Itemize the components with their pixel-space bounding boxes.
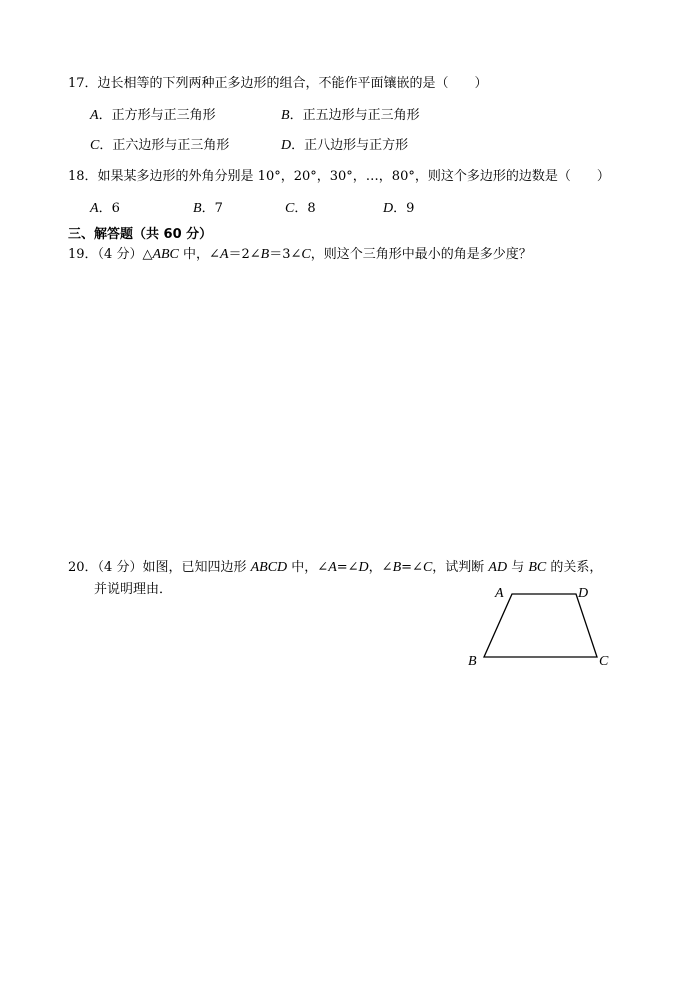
trapezoid-shape xyxy=(484,594,597,657)
q18-number: 18． xyxy=(68,169,98,184)
q19-score: （4 分） xyxy=(97,247,143,262)
q17-option-a: A．正方形与正三角形 xyxy=(90,108,216,123)
vertex-label-d: D xyxy=(578,586,589,601)
q17-option-c: C．正六边形与正三角形 xyxy=(90,138,230,153)
q19-number: 19． xyxy=(68,247,98,262)
q17-stem-line xyxy=(68,75,488,93)
q20-number: 20． xyxy=(68,560,98,575)
vertex-label-b: B xyxy=(468,654,477,669)
q18-option-d: D．9 xyxy=(383,201,415,216)
q18-option-b: B．7 xyxy=(193,201,223,216)
vertex-label-a: A xyxy=(495,586,504,601)
section-heading: 三、解答题（共 60 分） xyxy=(68,227,213,242)
q18-stem-line xyxy=(68,168,610,186)
q20-line-2: 并说明理由． xyxy=(94,582,173,597)
q20-line-1: 20．（4 分）如图，已知四边形 ABCD 中，∠A=∠D，∠B=∠C，试判断 AD 与 BC 的关系， xyxy=(68,560,603,575)
q20-score: （4 分） xyxy=(97,560,143,575)
trapezoid-figure xyxy=(462,582,622,672)
q17-number: 17． xyxy=(68,76,98,91)
q18-option-a: A．6 xyxy=(90,201,120,216)
q18-option-c: C．8 xyxy=(285,201,316,216)
q18-stem: 如果某多边形的外角分别是 10°，20°，30°，…，80°，则这个多边形的边数是（ ） xyxy=(97,169,610,184)
q17-option-d: D．正八边形与正方形 xyxy=(281,138,409,153)
q17-option-b: B．正五边形与正三角形 xyxy=(281,108,420,123)
vertex-label-c: C xyxy=(599,654,609,669)
q19-line: 19．（4 分）△ABC 中，∠A＝2∠B＝3∠C，则这个三角形中最小的角是多少度？ xyxy=(68,247,532,262)
q17-stem: 边长相等的下列两种正多边形的组合，不能作平面镶嵌的是（ ） xyxy=(97,76,488,91)
